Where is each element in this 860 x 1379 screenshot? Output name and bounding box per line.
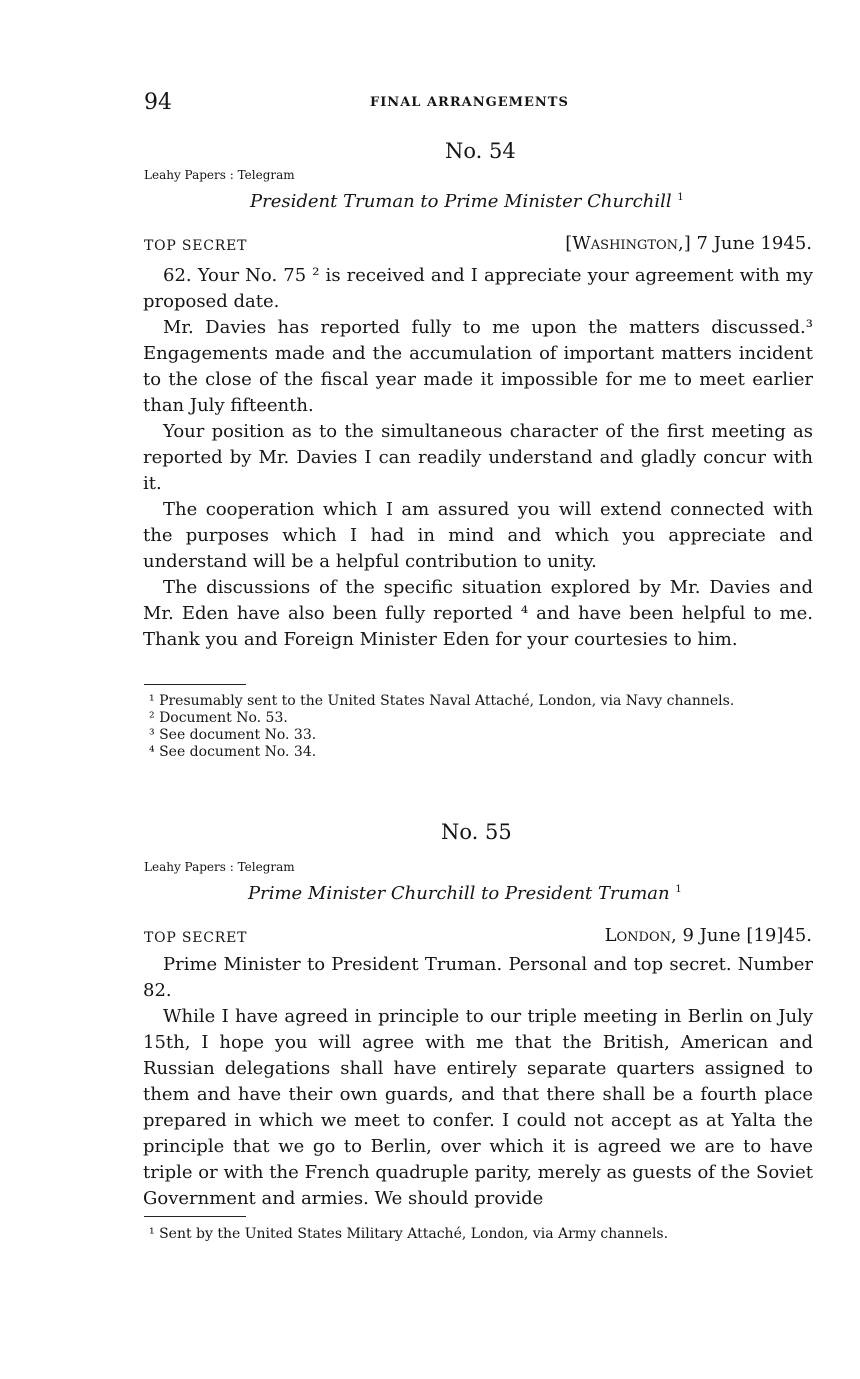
doc-54-classification: TOP SECRET bbox=[144, 238, 248, 254]
doc-54-paragraph: The discussions of the specific situation explored by Mr. Davies and Mr. Eden have also been fully reported ⁴ and have been helpful to me. Thank you and Foreign Minister Eden for your courtesies to him. bbox=[143, 577, 813, 650]
doc-54-footnote: ³ See document No. 33. bbox=[149, 727, 317, 743]
doc-54-body bbox=[143, 263, 813, 653]
doc-54-title-text: President Truman to Prime Minister Churchill bbox=[250, 191, 672, 212]
doc-54-paragraph: Your position as to the simultaneous character of the first meeting as reported by Mr. Davies I can readily understand and gladly concur with it. bbox=[143, 421, 813, 494]
doc-54-footnote: ⁴ See document No. 34. bbox=[149, 744, 317, 760]
doc-54-date: 7 June 1945. bbox=[696, 233, 812, 254]
doc-55-number: No. 55 bbox=[441, 820, 512, 844]
doc-54-title-note: 1 bbox=[677, 192, 684, 203]
page-number: 94 bbox=[144, 90, 172, 115]
doc-55-title-text: Prime Minister Churchill to President Truman bbox=[248, 883, 670, 904]
doc-55-place: London, bbox=[604, 925, 677, 946]
doc-54-footnote: ² Document No. 53. bbox=[149, 710, 288, 726]
doc-55-paragraph: Prime Minister to President Truman. Personal and top secret. Number 82. bbox=[143, 954, 813, 1001]
running-head: FINAL ARRANGEMENTS bbox=[370, 95, 569, 110]
doc-55-title-note: 1 bbox=[675, 884, 682, 895]
doc-54-paragraph: 62. Your No. 75 ² is received and I appreciate your agreement with my proposed date. bbox=[143, 265, 813, 312]
doc-55-dateline bbox=[605, 925, 812, 946]
doc-54-footnote: ¹ Presumably sent to the United States Naval Attaché, London, via Navy channels. bbox=[149, 693, 735, 709]
doc-55-title bbox=[248, 883, 682, 904]
doc-55-classification: TOP SECRET bbox=[144, 930, 248, 946]
doc-55-body bbox=[143, 952, 813, 1212]
doc-54-paragraph: Mr. Davies has reported fully to me upon the matters discussed.³ Engagements made and the accumulation of important matters incident to the close of the fiscal year made it impossible for me to meet earlier than July fifteenth. bbox=[143, 317, 813, 416]
doc-55-footnotes bbox=[143, 1226, 813, 1243]
doc-54-footnote-rule bbox=[144, 684, 246, 685]
doc-55-source: Leahy Papers : Telegram bbox=[144, 860, 295, 874]
doc-54-source: Leahy Papers : Telegram bbox=[144, 168, 295, 182]
doc-54-title bbox=[250, 191, 684, 212]
doc-54-place-suffix: ] bbox=[683, 233, 691, 254]
doc-55-footnote-rule bbox=[144, 1216, 246, 1217]
doc-54-number: No. 54 bbox=[445, 139, 516, 163]
doc-55-paragraph: While I have agreed in principle to our triple meeting in Berlin on July 15th, I hope you will agree with me that the British, American and Russian delegations shall have entirely separate quarters assigned to them and have their own guards, and that there shall be a fourth place prepared in which we meet to confer. I could not accept as at Yalta the principle that we go to Berlin, over which it is agreed we are to have triple or with the French quadruple parity, merely as guests of the Soviet Government and armies. We should provide bbox=[143, 1006, 813, 1209]
doc-54-paragraph: The cooperation which I am assured you will extend connected with the purposes which I had in mind and which you appreciate and understand will be a helpful contribution to unity. bbox=[143, 499, 813, 572]
doc-54-dateline bbox=[565, 233, 812, 254]
doc-55-footnote: ¹ Sent by the United States Military Attaché, London, via Army channels. bbox=[149, 1226, 669, 1242]
doc-55-date: 9 June [19]45. bbox=[682, 925, 812, 946]
doc-54-place-prefix: [ bbox=[565, 233, 573, 254]
doc-54-place: Washington, bbox=[572, 233, 684, 254]
doc-54-footnotes bbox=[143, 693, 813, 761]
